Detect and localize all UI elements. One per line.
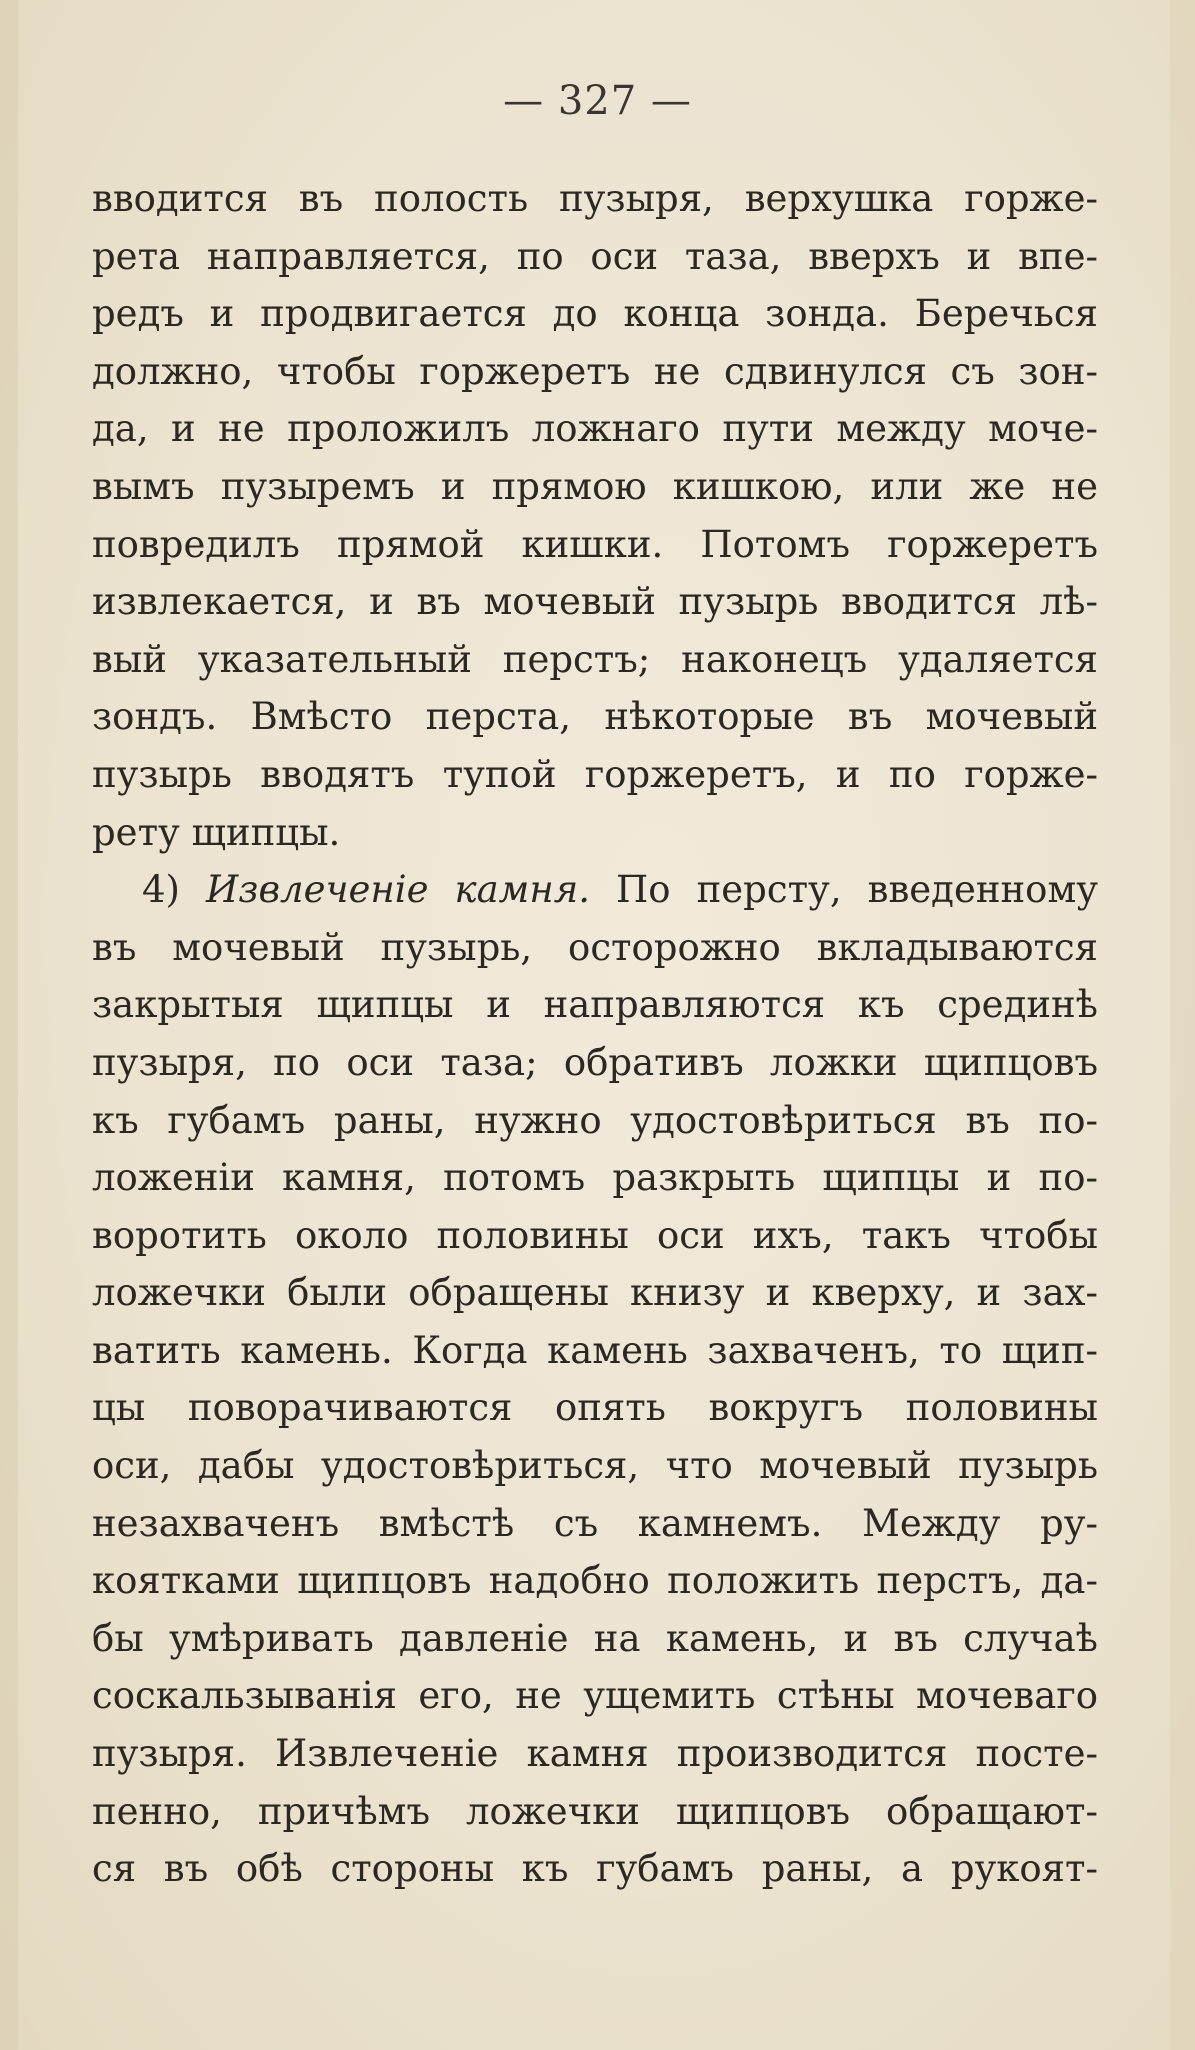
text-line: ватить камень. Когда камень захваченъ, то щип- [92,1328,1098,1372]
text-line: пузырь вводятъ тупой горжеретъ, и по горже- [92,752,1098,796]
text-line: вымъ пузыремъ и прямою кишкою, или же не [92,464,1098,508]
text-line: оси, дабы удостовѣриться, что мочевый пузырь [92,1444,1098,1488]
text-line: вый указательный перстъ; наконецъ удаляется [92,637,1098,681]
text-line: незахваченъ вмѣстѣ съ камнемъ. Между ру- [92,1501,1098,1545]
text-line: да, и не проложилъ ложнаго пути между моче- [92,407,1098,451]
text-line: цы поворачиваются опять вокругъ половины [92,1386,1098,1430]
text-line: коятками щипцовъ надобно положить перстъ, да- [92,1559,1098,1603]
section-heading: Извлеченіе камня. [206,868,590,912]
text-line: пенно, причѣмъ ложечки щипцовъ обращают- [92,1789,1098,1833]
text-line: извлекается, и въ мочевый пузырь вводится лѣ- [92,580,1098,624]
text-line: пузыря. Извлеченіе камня производится посте- [92,1732,1098,1776]
text-line: должно, чтобы горжеретъ не сдвинулся съ зон- [92,349,1098,393]
text-line: рета направляется, по оси таза, вверхъ и впе- [92,234,1098,278]
paragraph-2 [92,861,1098,1898]
text-line: ложечки были обращены книзу и кверху, и зах- [92,1271,1098,1315]
text-line: бы умѣривать давленіе на камень, и въ случаѣ [92,1616,1098,1660]
text-line: пузыря, по оси таза; обративъ ложки щипцовъ [92,1040,1098,1084]
text-line: закрытыя щипцы и направляются къ срединѣ [92,983,1098,1027]
text-line: зондъ. Вмѣсто перста, нѣкоторые въ мочевый [92,695,1098,739]
text-line: воротить около половины оси ихъ, такъ чтобы [92,1213,1098,1257]
paragraph-heading-line [92,861,1098,919]
text-line: редъ и продвигается до конца зонда. Беречься [92,292,1098,336]
list-number: 4) [142,868,180,912]
text-line: къ губамъ раны, нужно удостовѣриться въ по- [92,1098,1098,1142]
text-line: вводится въ полость пузыря, верхушка горже- [92,177,1098,220]
text-line: рету щипцы. [92,810,341,854]
paragraph-1 [92,170,1098,861]
page-number: — 327 — [503,78,692,124]
text-line: въ мочевый пузырь, осторожно вкладываются [92,925,1098,969]
body-text [92,170,1098,1898]
text-line: ложеніи камня, потомъ разкрыть щипцы и по- [92,1156,1098,1200]
text-line: повредилъ прямой кишки. Потомъ горжеретъ [92,522,1098,566]
heading-line-text: По персту, введенному [616,868,1098,912]
text-line: соскальзыванія его, не ущемить стѣны мочеваго [92,1674,1098,1718]
text-line: ся въ обѣ стороны къ губамъ раны, а рукоят- [92,1847,1098,1891]
